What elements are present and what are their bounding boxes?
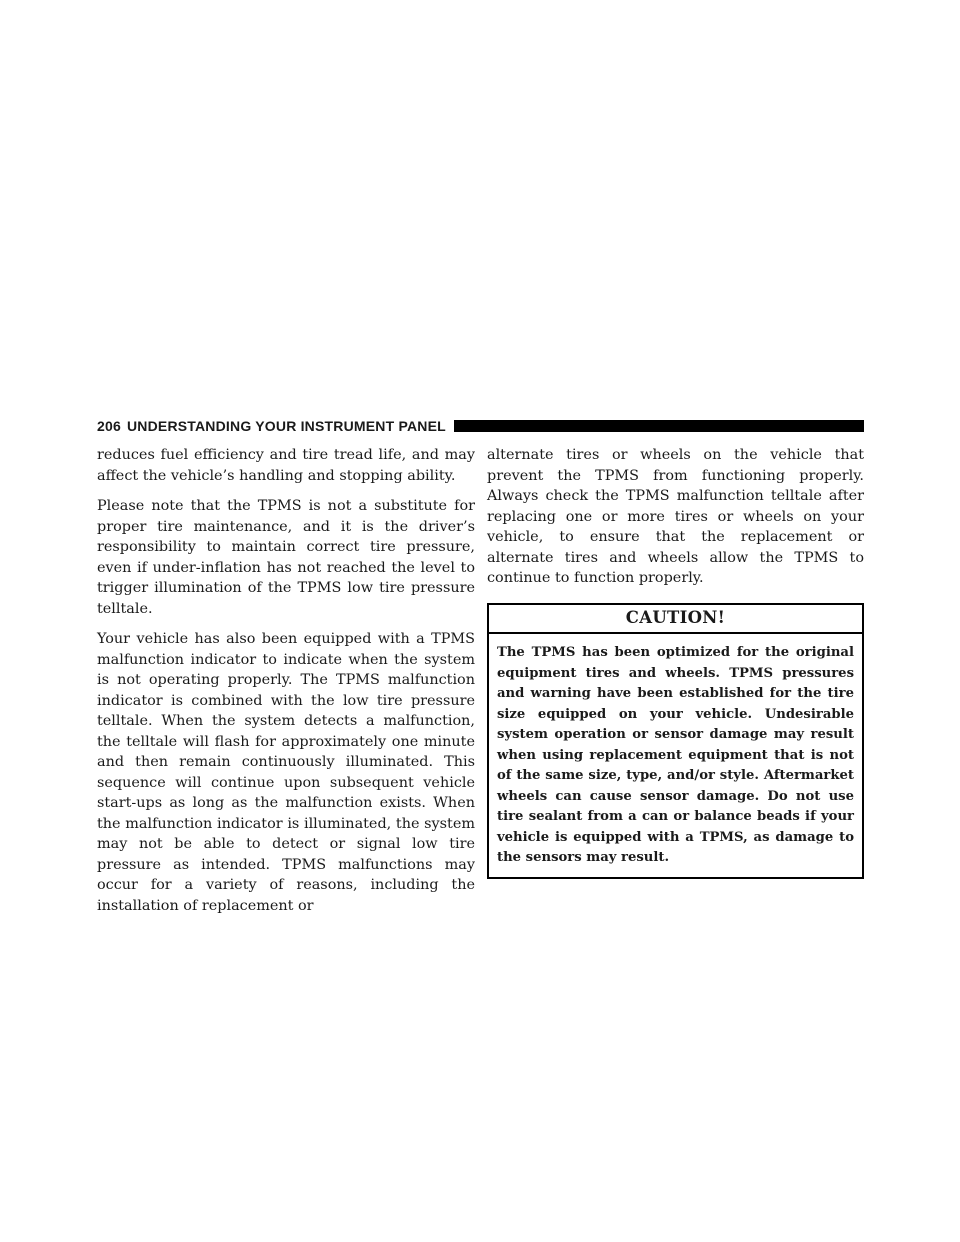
caution-body: The TPMS has been optimized for the original equipment tires and wheels. TPMS pressures and warning have been established for the tire size equipped on your vehicle. Undesirable system operation or sensor damage may result when using replacement equipment that is not of the same size, type, and/or style. Aftermarket wheels can cause sensor damage. Do not use tire sealant from a can or balance beads if your vehicle is equipped with a TPMS, as damage to the sensors may result.	[497, 645, 854, 865]
left-column	[97, 445, 475, 926]
page-number: 206	[97, 418, 121, 434]
paragraph: alternate tires or wheels on the vehicle that prevent the TPMS from functioning properly. Always check the TPMS malfunction telltale after replacing one or more tires or wheels on your vehicle, to ensure that the replacement or alternate tires and wheels allow the TPMS to continue to function properly.	[487, 447, 864, 586]
section-title: UNDERSTANDING YOUR INSTRUMENT PANEL	[126, 418, 446, 434]
paragraph: Your vehicle has also been equipped with a TPMS malfunction indicator to indicate when the system is not operating properly. The TPMS malfunction indicator is combined with the low tire pressure telltale. When the system detects a malfunction, the telltale will flash for approximately one minute and then remain continuously illuminated. This sequence will continue upon subsequent vehicle start-ups as long as the malfunction exists. When the malfunction indicator is illuminated, the system may not be able to detect or signal low tire pressure as intended. TPMS malfunctions may occur for a variety of reasons, including the installation of replacement or	[97, 631, 475, 914]
caution-title: CAUTION!	[489, 605, 862, 635]
header-rule	[454, 420, 864, 432]
paragraph: reduces fuel efficiency and tire tread life, and may affect the vehicle’s handling and stopping ability.	[97, 447, 475, 484]
paragraph: Please note that the TPMS is not a substitute for proper tire maintenance, and it is the driver’s responsibility to maintain correct tire pressure, even if under-inflation has not reached the level to trigger illumination of the TPMS low tire pressure telltale.	[97, 498, 475, 617]
caution-box	[487, 603, 864, 879]
page-header	[97, 417, 864, 435]
right-column	[487, 445, 864, 879]
